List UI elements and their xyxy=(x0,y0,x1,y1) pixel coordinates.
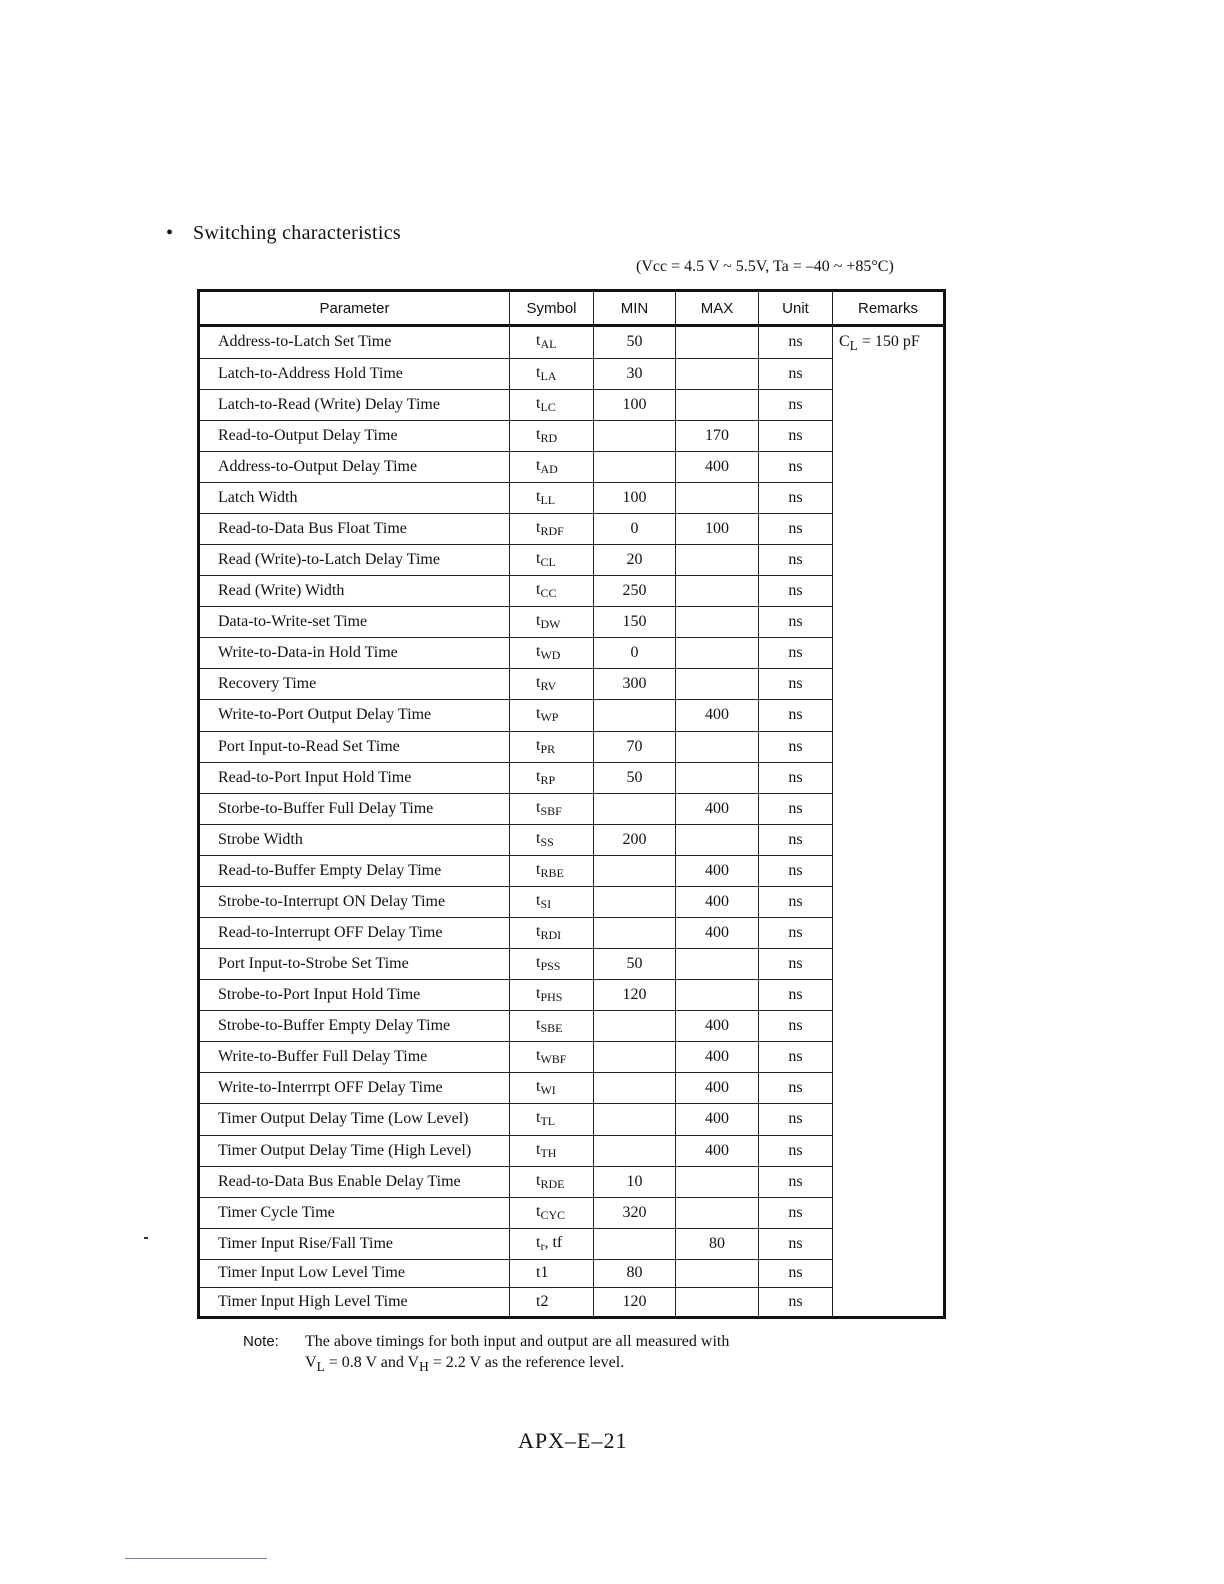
symbol-cell: $t_{SBF}$ xyxy=(510,793,594,824)
parameter-cell: Read (Write) Width xyxy=(199,576,510,607)
symbol-cell: $t_{PR}$ xyxy=(510,731,594,762)
max-cell: 400 xyxy=(676,1135,759,1166)
parameter-cell: Timer Input Low Level Time xyxy=(199,1259,510,1287)
min-cell: 300 xyxy=(594,669,676,700)
max-cell xyxy=(676,1166,759,1197)
note-text-line2: $V_L = 0.8$ V and $V_H = 2.2$ V as the reference level. xyxy=(305,1354,625,1375)
unit-cell: ns xyxy=(759,326,833,359)
min-cell xyxy=(594,1104,676,1135)
unit-cell: ns xyxy=(759,1011,833,1042)
max-cell: 400 xyxy=(676,451,759,482)
min-cell xyxy=(594,700,676,731)
parameter-cell: Timer Input High Level Time xyxy=(199,1287,510,1317)
parameter-cell: Write-to-Port Output Delay Time xyxy=(199,700,510,731)
column-header-unit: Unit xyxy=(759,291,833,326)
parameter-cell: Timer Output Delay Time (Low Level) xyxy=(199,1104,510,1135)
unit-cell: ns xyxy=(759,731,833,762)
parameter-cell: Write-to-Data-in Hold Time xyxy=(199,638,510,669)
parameter-cell: Port Input-to-Strobe Set Time xyxy=(199,949,510,980)
test-conditions: (Vcc = 4.5 V ~ 5.5V, Ta = –40 ~ +85°C) xyxy=(636,258,894,275)
symbol-cell: $t_{PHS}$ xyxy=(510,980,594,1011)
unit-cell: ns xyxy=(759,1228,833,1259)
switching-characteristics-table xyxy=(197,289,946,1319)
max-cell xyxy=(676,669,759,700)
max-cell xyxy=(676,949,759,980)
symbol-cell: $t_{CYC}$ xyxy=(510,1197,594,1228)
note-label: Note: xyxy=(243,1333,279,1350)
unit-cell: ns xyxy=(759,1042,833,1073)
parameter-cell: Latch-to-Read (Write) Delay Time xyxy=(199,389,510,420)
max-cell: 400 xyxy=(676,855,759,886)
min-cell xyxy=(594,420,676,451)
max-cell: 80 xyxy=(676,1228,759,1259)
unit-cell: ns xyxy=(759,762,833,793)
max-cell xyxy=(676,980,759,1011)
max-cell xyxy=(676,389,759,420)
unit-cell: ns xyxy=(759,980,833,1011)
min-cell: 120 xyxy=(594,1287,676,1317)
symbol-cell: $t_{AL}$ xyxy=(510,326,594,359)
unit-cell: ns xyxy=(759,949,833,980)
unit-cell: ns xyxy=(759,389,833,420)
max-cell xyxy=(676,731,759,762)
min-cell: 30 xyxy=(594,358,676,389)
unit-cell: ns xyxy=(759,545,833,576)
symbol-cell: $t_{RDI}$ xyxy=(510,917,594,948)
max-cell: 400 xyxy=(676,1011,759,1042)
unit-cell: ns xyxy=(759,420,833,451)
symbol-cell: $t_{SI}$ xyxy=(510,886,594,917)
max-cell xyxy=(676,824,759,855)
min-cell: 250 xyxy=(594,576,676,607)
column-header-symbol: Symbol xyxy=(510,291,594,326)
max-cell xyxy=(676,1287,759,1317)
parameter-cell: Latch-to-Address Hold Time xyxy=(199,358,510,389)
section-heading xyxy=(166,222,401,245)
min-cell xyxy=(594,1073,676,1104)
min-cell: 50 xyxy=(594,949,676,980)
symbol-cell: t1 xyxy=(510,1259,594,1287)
min-cell: 10 xyxy=(594,1166,676,1197)
unit-cell: ns xyxy=(759,1073,833,1104)
note-text-line1: The above timings for both input and output are all measured with xyxy=(305,1333,730,1350)
min-cell: 50 xyxy=(594,326,676,359)
unit-cell: ns xyxy=(759,607,833,638)
min-cell: 70 xyxy=(594,731,676,762)
min-cell xyxy=(594,1135,676,1166)
min-cell: 0 xyxy=(594,638,676,669)
parameter-cell: Read-to-Interrupt OFF Delay Time xyxy=(199,917,510,948)
min-cell xyxy=(594,886,676,917)
parameter-cell: Read (Write)-to-Latch Delay Time xyxy=(199,545,510,576)
parameter-cell: Write-to-Buffer Full Delay Time xyxy=(199,1042,510,1073)
table-row xyxy=(199,326,945,359)
min-cell xyxy=(594,1011,676,1042)
min-cell xyxy=(594,917,676,948)
symbol-cell: $t_{PSS}$ xyxy=(510,949,594,980)
unit-cell: ns xyxy=(759,669,833,700)
unit-cell: ns xyxy=(759,793,833,824)
parameter-cell: Timer Output Delay Time (High Level) xyxy=(199,1135,510,1166)
unit-cell: ns xyxy=(759,855,833,886)
symbol-cell: $t_{LA}$ xyxy=(510,358,594,389)
symbol-cell: $t_{RBE}$ xyxy=(510,855,594,886)
min-cell xyxy=(594,451,676,482)
unit-cell: ns xyxy=(759,451,833,482)
bullet-icon: • xyxy=(166,222,174,244)
column-header-max: MAX xyxy=(676,291,759,326)
unit-cell: ns xyxy=(759,1166,833,1197)
note xyxy=(243,1331,729,1377)
max-cell xyxy=(676,1259,759,1287)
column-header-remarks: Remarks xyxy=(833,291,945,326)
min-cell: 20 xyxy=(594,545,676,576)
max-cell xyxy=(676,1197,759,1228)
parameter-cell: Read-to-Data Bus Enable Delay Time xyxy=(199,1166,510,1197)
parameter-cell: Strobe Width xyxy=(199,824,510,855)
parameter-cell: Read-to-Data Bus Float Time xyxy=(199,513,510,544)
unit-cell: ns xyxy=(759,824,833,855)
min-cell: 150 xyxy=(594,607,676,638)
max-cell xyxy=(676,326,759,359)
unit-cell: ns xyxy=(759,1287,833,1317)
min-cell xyxy=(594,855,676,886)
symbol-cell: $t_{DW}$ xyxy=(510,607,594,638)
min-cell xyxy=(594,793,676,824)
symbol-cell: $t_{CL}$ xyxy=(510,545,594,576)
parameter-cell: Timer Input Rise/Fall Time xyxy=(199,1228,510,1259)
max-cell xyxy=(676,482,759,513)
max-cell xyxy=(676,638,759,669)
symbol-cell: $t_{TH}$ xyxy=(510,1135,594,1166)
parameter-cell: Port Input-to-Read Set Time xyxy=(199,731,510,762)
unit-cell: ns xyxy=(759,638,833,669)
unit-cell: ns xyxy=(759,358,833,389)
unit-cell: ns xyxy=(759,1135,833,1166)
parameter-cell: Strobe-to-Buffer Empty Delay Time xyxy=(199,1011,510,1042)
symbol-cell: $t_{LL}$ xyxy=(510,482,594,513)
symbol-cell: $t_{AD}$ xyxy=(510,451,594,482)
min-cell: 100 xyxy=(594,389,676,420)
min-cell: 0 xyxy=(594,513,676,544)
column-header-parameter: Parameter xyxy=(199,291,510,326)
max-cell: 170 xyxy=(676,420,759,451)
table-header-row xyxy=(199,291,945,326)
symbol-cell: $t_{RDF}$ xyxy=(510,513,594,544)
parameter-cell: Timer Cycle Time xyxy=(199,1197,510,1228)
max-cell xyxy=(676,576,759,607)
parameter-cell: Strobe-to-Interrupt ON Delay Time xyxy=(199,886,510,917)
symbol-cell: $t_{TL}$ xyxy=(510,1104,594,1135)
max-cell: 400 xyxy=(676,793,759,824)
symbol-cell: $t_{SBE}$ xyxy=(510,1011,594,1042)
parameter-cell: Data-to-Write-set Time xyxy=(199,607,510,638)
unit-cell: ns xyxy=(759,482,833,513)
min-cell xyxy=(594,1042,676,1073)
margin-mark xyxy=(144,1237,148,1239)
page-number: APX–E–21 xyxy=(518,1428,628,1453)
symbol-cell: $t_{RP}$ xyxy=(510,762,594,793)
max-cell xyxy=(676,762,759,793)
footer-rule xyxy=(125,1558,267,1559)
min-cell: 320 xyxy=(594,1197,676,1228)
column-header-min: MIN xyxy=(594,291,676,326)
min-cell: 50 xyxy=(594,762,676,793)
remarks-cell: $C_L = 150$ pF xyxy=(833,326,945,1318)
parameter-cell: Read-to-Buffer Empty Delay Time xyxy=(199,855,510,886)
symbol-cell: $t_{SS}$ xyxy=(510,824,594,855)
unit-cell: ns xyxy=(759,576,833,607)
max-cell xyxy=(676,607,759,638)
symbol-cell: $t_{RDE}$ xyxy=(510,1166,594,1197)
min-cell: 100 xyxy=(594,482,676,513)
max-cell: 400 xyxy=(676,1073,759,1104)
parameter-cell: Write-to-Interrrpt OFF Delay Time xyxy=(199,1073,510,1104)
max-cell: 400 xyxy=(676,1104,759,1135)
symbol-cell: $t_{WBF}$ xyxy=(510,1042,594,1073)
min-cell xyxy=(594,1228,676,1259)
symbol-cell: $t_{RV}$ xyxy=(510,669,594,700)
symbol-cell: $t_{WI}$ xyxy=(510,1073,594,1104)
parameter-cell: Read-to-Port Input Hold Time xyxy=(199,762,510,793)
parameter-cell: Read-to-Output Delay Time xyxy=(199,420,510,451)
max-cell: 400 xyxy=(676,700,759,731)
max-cell: 100 xyxy=(676,513,759,544)
min-cell: 200 xyxy=(594,824,676,855)
symbol-cell: $t_{LC}$ xyxy=(510,389,594,420)
parameter-cell: Address-to-Latch Set Time xyxy=(199,326,510,359)
symbol-cell: t2 xyxy=(510,1287,594,1317)
unit-cell: ns xyxy=(759,917,833,948)
parameter-cell: Strobe-to-Port Input Hold Time xyxy=(199,980,510,1011)
max-cell xyxy=(676,545,759,576)
min-cell: 120 xyxy=(594,980,676,1011)
section-title: Switching characteristics xyxy=(193,222,401,244)
unit-cell: ns xyxy=(759,513,833,544)
symbol-cell: $t_r$, tf xyxy=(510,1228,594,1259)
max-cell: 400 xyxy=(676,1042,759,1073)
min-cell: 80 xyxy=(594,1259,676,1287)
symbol-cell: $t_{WD}$ xyxy=(510,638,594,669)
symbol-cell: $t_{CC}$ xyxy=(510,576,594,607)
max-cell: 400 xyxy=(676,917,759,948)
unit-cell: ns xyxy=(759,1104,833,1135)
parameter-cell: Address-to-Output Delay Time xyxy=(199,451,510,482)
max-cell: 400 xyxy=(676,886,759,917)
parameter-cell: Storbe-to-Buffer Full Delay Time xyxy=(199,793,510,824)
symbol-cell: $t_{RD}$ xyxy=(510,420,594,451)
parameter-cell: Recovery Time xyxy=(199,669,510,700)
unit-cell: ns xyxy=(759,1259,833,1287)
unit-cell: ns xyxy=(759,700,833,731)
unit-cell: ns xyxy=(759,1197,833,1228)
symbol-cell: $t_{WP}$ xyxy=(510,700,594,731)
max-cell xyxy=(676,358,759,389)
unit-cell: ns xyxy=(759,886,833,917)
parameter-cell: Latch Width xyxy=(199,482,510,513)
